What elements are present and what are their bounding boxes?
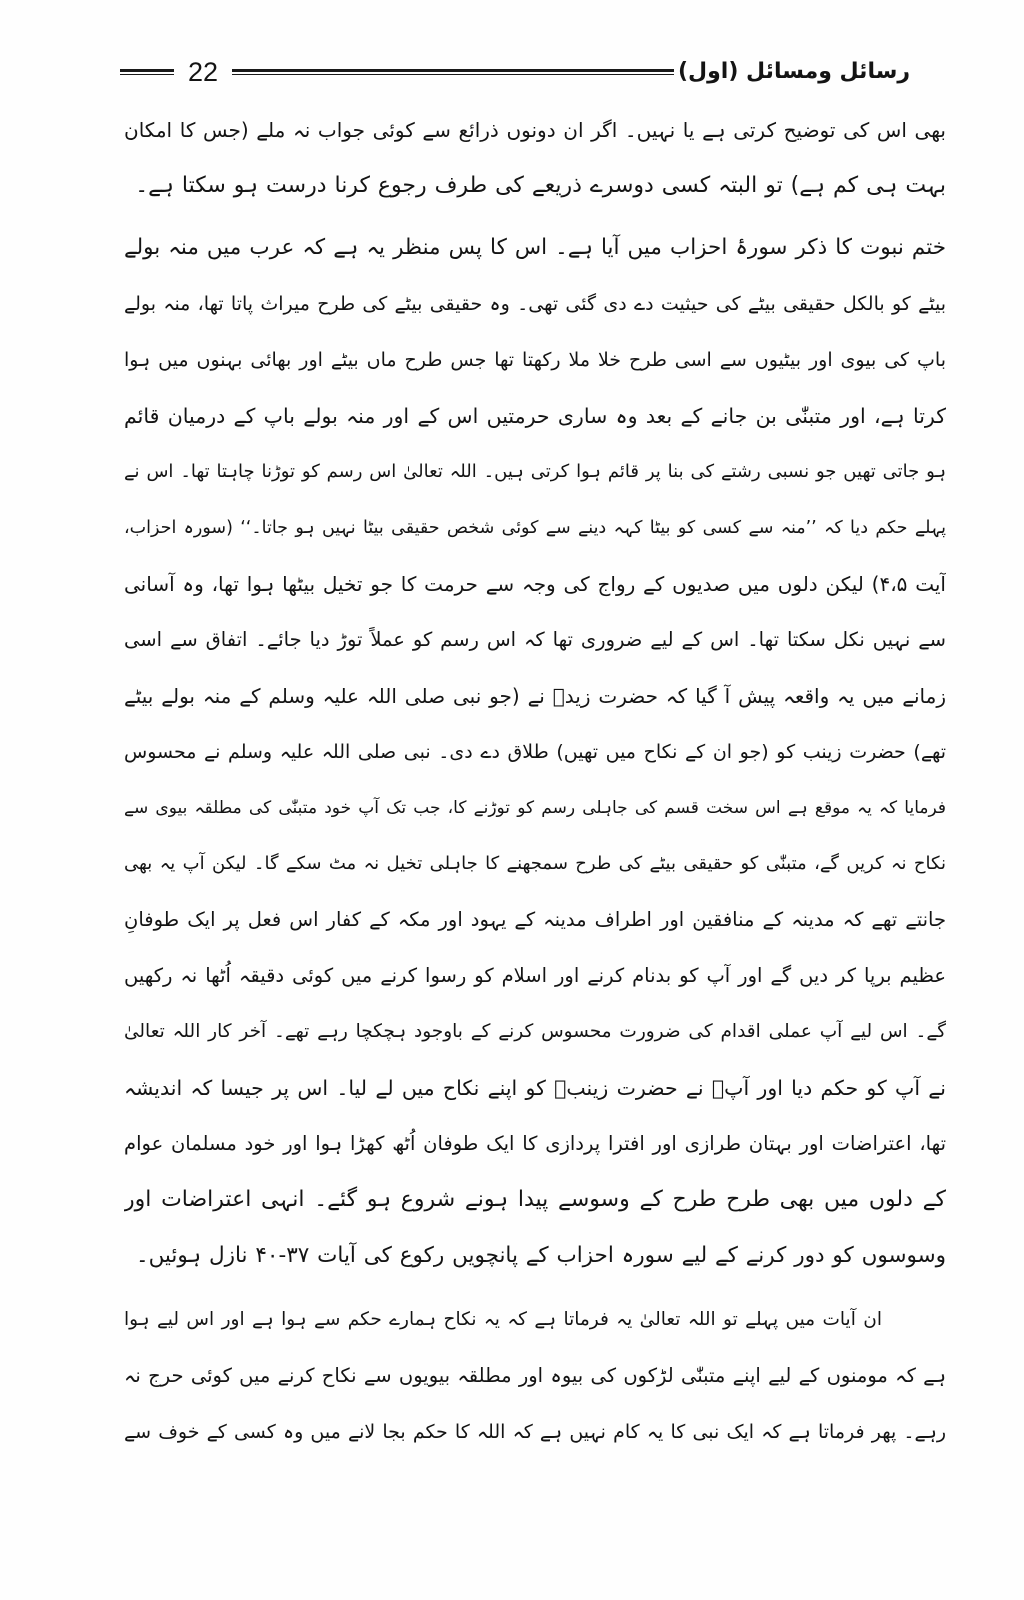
text-line: ہے کہ مومنوں کے لیے اپنے متبنّٰی لڑکوں کی بیوہ اور مطلقہ بیویوں سے نکاح کرنے میں کوئی حرج نہ: [124, 1364, 946, 1387]
text-line: جانتے تھے کہ مدینہ کے منافقین اور اطراف مدینہ کے یہود اور مکہ کے کفار اس فعل پر ایک طوفانِ: [124, 908, 946, 931]
text-line: کے دلوں میں بھی طرح طرح کے وسوسے پیدا ہونے شروع ہو گئے۔ انہی اعتراضات اور: [124, 1187, 946, 1212]
text-line: تھے) حضرت زینب کو (جو ان کے نکاح میں تھیں) طلاق دے دی۔ نبی صلی اللہ علیہ وسلم نے محسوس: [124, 741, 946, 763]
text-line: باپ کی بیوی اور بیٹیوں سے اسی طرح خلا ملا رکھتا تھا جس طرح ماں بیٹے اور بھائی بہنوں میں ہوا: [124, 349, 946, 371]
text-line: سے نہیں نکل سکتا تھا۔ اس کے لیے ضروری تھا کہ اس رسم کو عملاً توڑ دیا جائے۔ اتفاق سے اسی: [124, 628, 946, 651]
text-line: نے آپ کو حکم دیا اور آپؐ نے حضرت زینبؓ کو اپنے نکاح میں لے لیا۔ اس پر جیسا کہ اندیشہ: [124, 1076, 946, 1100]
paragraph: [124, 220, 946, 1284]
text-line: زمانے میں یہ واقعہ پیش آ گیا کہ حضرت زیدؓ نے (جو نبی صلی اللہ علیہ وسلم کے منہ بولے بیٹے: [124, 684, 946, 708]
text-line: ہو جاتی تھیں جو نسبی رشتے کی بنا پر قائم ہوا کرتی ہیں۔ اللہ تعالیٰ اس رسم کو توڑنا چاہتا تھا۔ اس نے: [124, 461, 946, 482]
text-line: عظیم برپا کر دیں گے اور آپ کو بدنام کرنے اور اسلام کو رسوا کرنے میں کوئی دقیقہ اُٹھا نہ رکھیں: [124, 964, 946, 987]
text-line: پہلے حکم دیا کہ ’’منہ سے کسی کو بیٹا کہہ دینے سے کوئی شخص حقیقی بیٹا نہیں ہو جاتا۔‘‘ (سورہ احزاب،: [124, 518, 946, 538]
text-line: گے۔ اس لیے آپ عملی اقدام کی ضرورت محسوس کرنے کے باوجود ہچکچا رہے تھے۔ آخر کار اللہ تعالیٰ: [124, 1021, 946, 1042]
running-title: رسائل ومسائل (اول): [677, 59, 910, 84]
text-line: فرمایا کہ یہ موقع ہے اس سخت قسم کی جاہلی رسم کو توڑنے کا، جب تک آپ خود متبنّٰی کی مطلقہ بیوی سے: [124, 798, 946, 818]
header-rule: [232, 69, 674, 75]
page-body: [124, 102, 946, 1460]
paragraph: [124, 1292, 946, 1460]
page-header: [120, 52, 910, 92]
paragraph: [124, 102, 946, 214]
text-line: رہے۔ پھر فرماتا ہے کہ ایک نبی کا یہ کام نہیں ہے کہ اللہ کا حکم بجا لانے میں وہ کسی کے خوف سے: [124, 1421, 946, 1443]
page-number: 22: [188, 57, 219, 87]
text-line: بہت ہی کم ہے) تو البتہ کسی دوسرے ذریعے کی طرف رجوع کرنا درست ہو سکتا ہے۔: [135, 173, 946, 198]
header-rule-left: [120, 69, 174, 75]
text-line: بھی اس کی توضیح کرتی ہے یا نہیں۔ اگر ان دونوں ذرائع سے کوئی جواب نہ ملے (جس کا امکان: [124, 118, 946, 142]
text-line: بیٹے کو بالکل حقیقی بیٹے کی حیثیت دے دی گئی تھی۔ وہ حقیقی بیٹے کی طرح میراث پاتا تھا، منہ بولے: [124, 293, 946, 315]
text-line: آیت ۴،۵) لیکن دلوں میں صدیوں کے رواج کی وجہ سے حرمت کا جو تخیل بیٹھا ہوا تھا، وہ آسانی: [124, 572, 946, 596]
text-line: نکاح نہ کریں گے، متبنّٰی کو حقیقی بیٹے کی طرح سمجھنے کا جاہلی تخیل نہ مٹ سکے گا۔ لیکن آپ یہ بھی: [124, 853, 946, 874]
text-line: ختم نبوت کا ذکر سورۂ احزاب میں آیا ہے۔ اس کا پس منظر یہ ہے کہ عرب میں منہ بولے: [124, 235, 946, 260]
text-line: تھا، اعتراضات اور بہتان طرازی اور افترا پردازی کا ایک طوفان اُٹھ کھڑا ہوا اور خود مسلمان عوام: [124, 1132, 946, 1155]
text-line: وسوسوں کو دور کرنے کے لیے سورہ احزاب کے پانچویں رکوع کی آیات ۳۷-۴۰ نازل ہوئیں۔: [135, 1243, 946, 1268]
text-line: کرتا ہے، اور متبنّٰی بن جانے کے بعد وہ ساری حرمتیں اس کے اور منہ بولے باپ کے درمیان قائم: [124, 404, 946, 428]
text-line: ان آیات میں پہلے تو اللہ تعالیٰ یہ فرماتا ہے کہ یہ نکاح ہمارے حکم سے ہوا ہے اور اس لیے ہوا: [124, 1309, 882, 1330]
